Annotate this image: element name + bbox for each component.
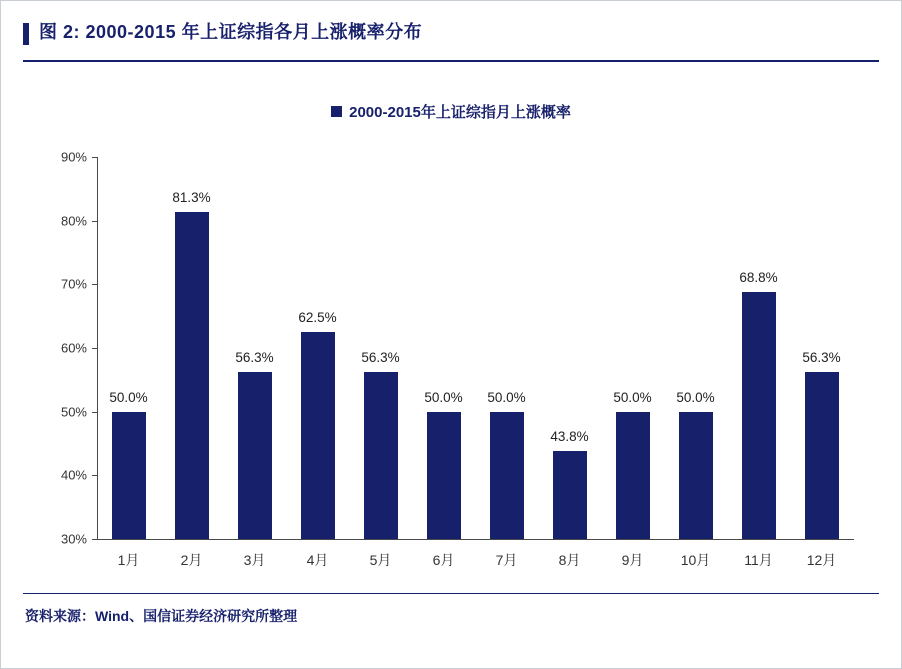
y-axis-tick-label: 60% xyxy=(60,340,87,356)
bar xyxy=(490,412,524,539)
source-note: 资料来源：Wind、国信证券经济研究所整理 xyxy=(25,608,298,624)
y-axis-tick-label: 80% xyxy=(60,213,87,229)
x-axis-tick-label: 9月 xyxy=(621,552,644,568)
chart-legend xyxy=(1,101,901,122)
x-axis-tick-label: 11月 xyxy=(744,552,773,568)
bar-value-label: 81.3% xyxy=(172,190,211,206)
x-axis-tick-label: 7月 xyxy=(495,552,518,568)
x-axis-tick-label: 12月 xyxy=(806,552,837,568)
footer-divider xyxy=(23,593,879,594)
x-axis-tick-label: 3月 xyxy=(243,552,266,568)
y-axis-tick-label: 50% xyxy=(60,404,87,420)
y-axis-tick-label: 30% xyxy=(60,531,87,547)
bar-value-label: 50.0% xyxy=(109,389,148,405)
y-axis-tick-label: 90% xyxy=(60,149,87,165)
bar-column xyxy=(286,157,349,539)
bar-value-label: 50.0% xyxy=(487,389,526,405)
bar-value-label: 50.0% xyxy=(676,389,715,405)
figure-title-bar xyxy=(1,1,901,61)
legend-swatch-icon xyxy=(331,106,342,117)
title-accent-bar xyxy=(23,23,29,45)
bar-value-label: 56.3% xyxy=(361,349,400,365)
legend-label: 2000-2015年上证综指月上涨概率 xyxy=(349,104,571,121)
x-axis-tick-label: 5月 xyxy=(369,552,392,568)
bar-value-label: 50.0% xyxy=(424,389,463,405)
x-axis-tick-label: 6月 xyxy=(432,552,455,568)
bar-value-label: 56.3% xyxy=(802,349,841,365)
x-axis-tick-label: 4月 xyxy=(306,552,329,568)
bar-column xyxy=(664,157,727,539)
bar-value-label: 68.8% xyxy=(739,269,778,285)
bar xyxy=(427,412,461,539)
bar xyxy=(112,412,146,539)
bar-column xyxy=(412,157,475,539)
bar xyxy=(364,372,398,539)
bar xyxy=(238,372,272,539)
x-axis-ticks xyxy=(97,541,853,570)
bar xyxy=(805,372,839,539)
title-divider xyxy=(23,60,879,62)
bar xyxy=(175,212,209,539)
bar-column xyxy=(790,157,853,539)
x-axis-tick-label: 10月 xyxy=(680,552,711,568)
bar xyxy=(679,412,713,539)
bar-column xyxy=(475,157,538,539)
plot-area xyxy=(1,141,901,571)
bar xyxy=(301,332,335,539)
bar-column xyxy=(601,157,664,539)
bar xyxy=(742,292,776,539)
bar-value-label: 43.8% xyxy=(550,429,589,445)
bar-value-label: 50.0% xyxy=(613,389,652,405)
bar xyxy=(616,412,650,539)
bar-value-label: 62.5% xyxy=(298,310,337,326)
x-axis-tick-label: 1月 xyxy=(117,552,140,568)
bar-column xyxy=(538,157,601,539)
bar-column xyxy=(160,157,223,539)
bar-column xyxy=(727,157,790,539)
bar xyxy=(553,451,587,539)
x-axis-tick-label: 2月 xyxy=(180,552,203,568)
y-axis-tick-label: 40% xyxy=(60,467,87,483)
bar-series xyxy=(97,157,853,539)
bar-column xyxy=(349,157,412,539)
page-title: 图 2: 2000-2015 年上证综指各月上涨概率分布 xyxy=(39,22,423,42)
x-axis-tick-label: 8月 xyxy=(558,552,581,568)
bar-value-label: 56.3% xyxy=(235,349,274,365)
y-axis-tick-mark xyxy=(92,539,97,540)
x-axis-line xyxy=(97,539,854,540)
bar-column xyxy=(97,157,160,539)
y-axis-tick-label: 70% xyxy=(60,276,87,292)
bar-column xyxy=(223,157,286,539)
